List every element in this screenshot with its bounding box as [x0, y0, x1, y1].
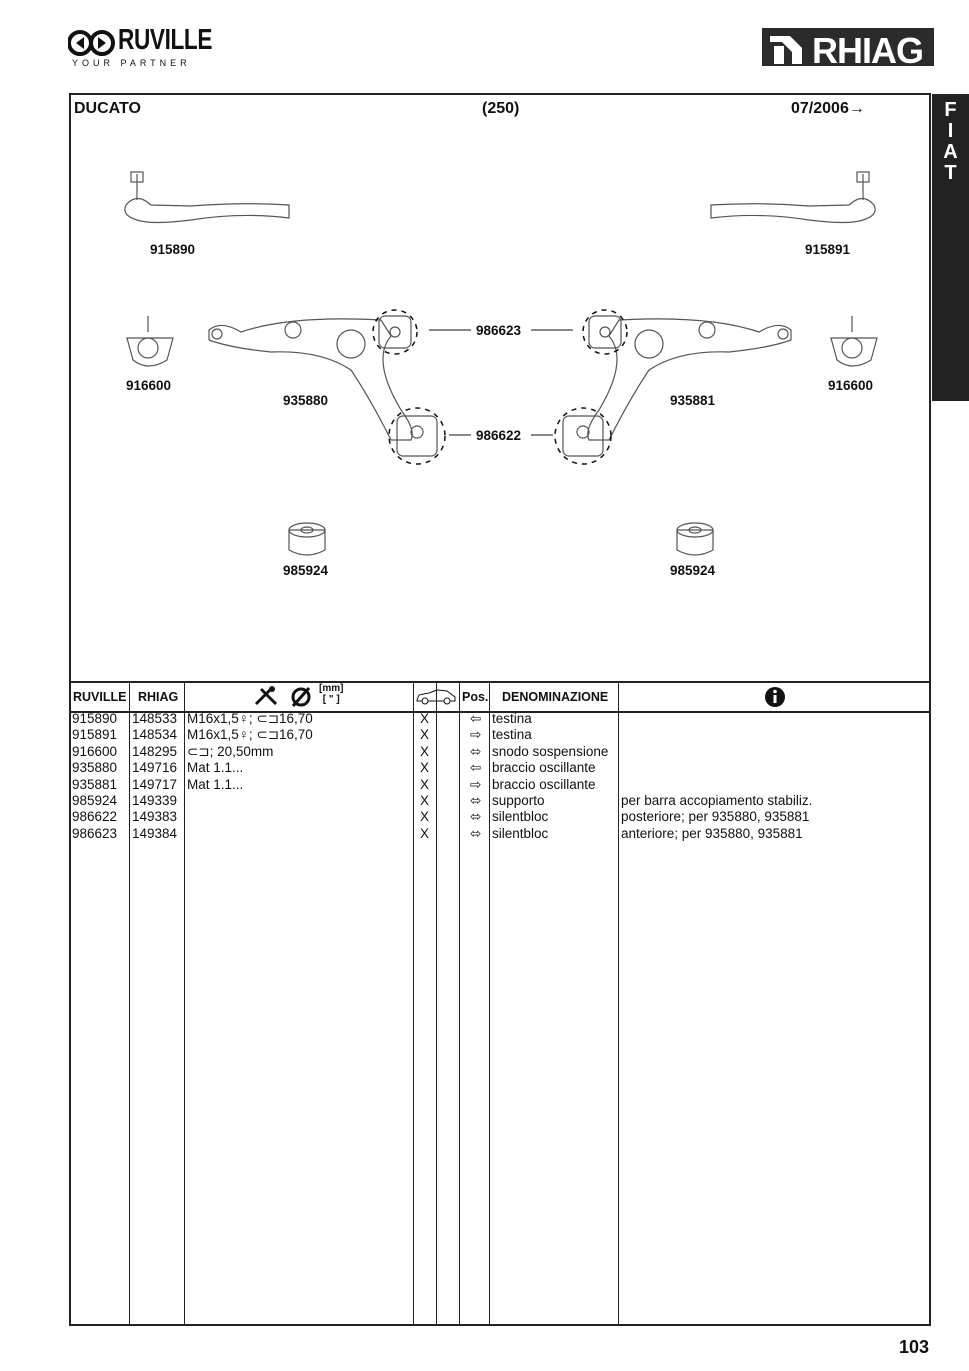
cell-rhiag: 148534	[132, 727, 178, 743]
rhiag-emblem-icon	[764, 28, 808, 66]
cell-rhiag: 149339	[132, 793, 178, 808]
header-units-inch: [ " ]	[322, 694, 340, 705]
cell-ruville: 935881	[72, 776, 118, 792]
cell-application: X	[420, 793, 430, 808]
cell-info: anteriore; per 935880, 935881	[621, 825, 803, 841]
side-tab-letter: F	[944, 99, 957, 121]
cell-rhiag: 149717	[132, 776, 178, 792]
header-pos: Pos.	[462, 690, 489, 704]
page-number: 103	[898, 1337, 929, 1357]
header-ruville: RUVILLE	[73, 690, 127, 704]
support-right-drawing	[677, 523, 713, 555]
cell-pos: ⬄	[470, 743, 482, 759]
cell-denominazione: braccio oscillante	[492, 760, 596, 776]
column-divider	[413, 681, 414, 1326]
cell-info: per barra accopiamento stabiliz.	[621, 793, 813, 808]
cell-denominazione: silentbloc	[492, 809, 549, 825]
diameter-icon	[289, 686, 313, 708]
info-icon	[764, 686, 786, 708]
cell-spec: Mat 1.1...	[187, 776, 244, 792]
cell-rhiag: 149716	[132, 760, 178, 776]
ruville-tagline: YOUR PARTNER	[72, 58, 191, 68]
label-985924-left: 985924	[283, 563, 329, 578]
parts-diagram	[71, 120, 929, 680]
header-rhiag: RHIAG	[138, 690, 179, 704]
cell-spec: Mat 1.1...	[187, 760, 244, 776]
cell-rhiag: 149384	[132, 825, 178, 841]
control-arm-right-drawing	[588, 319, 791, 440]
cell-ruville: 916600	[72, 743, 118, 759]
ball-joint-left-drawing	[127, 316, 173, 366]
vehicle-code: (250)	[482, 100, 520, 117]
cell-denominazione: silentbloc	[492, 825, 549, 841]
column-divider	[184, 681, 185, 1326]
vehicle-date: 07/2006→	[791, 100, 865, 117]
cell-pos: ⇨	[470, 727, 482, 743]
label-985924-right: 985924	[670, 563, 716, 578]
cell-denominazione: snodo sospensione	[492, 743, 609, 759]
tools-icon	[253, 686, 279, 708]
ball-joint-right-drawing	[831, 316, 877, 366]
side-tab-letter: T	[944, 162, 957, 184]
cell-rhiag: 148295	[132, 743, 178, 759]
cell-denominazione: braccio oscillante	[492, 776, 596, 792]
label-986623: 986623	[476, 323, 522, 338]
column-divider	[459, 681, 460, 1326]
cell-spec: ⊂⊐; 20,50mm	[187, 743, 274, 759]
label-915890: 915890	[150, 242, 196, 257]
ruville-logo	[68, 24, 213, 70]
cell-application: X	[420, 743, 430, 759]
cell-denominazione: supporto	[492, 793, 545, 808]
label-935881: 935881	[670, 393, 716, 408]
rhiag-logo	[762, 28, 934, 71]
column-divider	[618, 681, 619, 1326]
table-header	[70, 681, 931, 713]
rhiag-name: RHIAG	[812, 30, 923, 71]
cell-ruville: 986622	[72, 809, 118, 825]
cell-ruville: 915891	[72, 727, 118, 743]
bush-front-right-drawing	[583, 310, 627, 354]
vehicle-model: DUCATO	[74, 100, 141, 117]
cell-application: X	[420, 760, 430, 776]
label-916600-right: 916600	[828, 378, 874, 393]
column-divider	[129, 681, 130, 1326]
label-915891: 915891	[805, 242, 851, 257]
bush-rear-left-drawing	[389, 408, 445, 464]
tie-rod-right-drawing	[711, 172, 875, 223]
cell-pos: ⇦	[470, 760, 482, 776]
header-denominazione: DENOMINAZIONE	[502, 690, 609, 704]
cell-pos: ⬄	[470, 825, 482, 841]
suspension-drawing	[71, 120, 929, 680]
cell-pos: ⬄	[470, 793, 482, 808]
label-935880: 935880	[283, 393, 329, 408]
cell-pos: ⇨	[470, 776, 482, 792]
cell-spec: M16x1,5♀; ⊂⊐16,70	[187, 727, 313, 743]
brand-side-tab	[932, 94, 969, 401]
column-divider	[436, 681, 437, 1326]
control-arm-left-drawing	[209, 319, 412, 440]
label-986622: 986622	[476, 428, 522, 443]
cell-application: X	[420, 776, 430, 792]
cell-application: X	[420, 727, 430, 743]
column-divider	[489, 681, 490, 1326]
side-tab-letter: I	[947, 120, 954, 142]
cell-ruville: 915890	[72, 711, 118, 726]
cell-pos: ⬄	[470, 809, 482, 825]
side-tab-letter: A	[943, 141, 958, 163]
header-units-mm: [mm]	[319, 683, 344, 694]
cell-rhiag: 149383	[132, 809, 178, 825]
ruville-emblem-icon	[68, 26, 116, 60]
cell-application: X	[420, 809, 430, 825]
bush-rear-right-drawing	[555, 408, 611, 464]
ruville-name: RUVILLE	[118, 24, 213, 56]
cell-info: posteriore; per 935880, 935881	[621, 809, 810, 825]
cell-ruville: 935880	[72, 760, 118, 776]
cell-denominazione: testina	[492, 711, 532, 726]
cell-rhiag: 148533	[132, 711, 178, 726]
cell-pos: ⇦	[470, 711, 482, 726]
cell-ruville: 986623	[72, 825, 118, 841]
label-916600-left: 916600	[126, 378, 172, 393]
cell-spec: M16x1,5♀; ⊂⊐16,70	[187, 711, 313, 726]
support-left-drawing	[289, 523, 325, 555]
cell-application: X	[420, 711, 430, 726]
cell-application: X	[420, 825, 430, 841]
bush-front-left-drawing	[373, 310, 417, 354]
cell-ruville: 985924	[72, 793, 118, 808]
cell-denominazione: testina	[492, 727, 532, 743]
tie-rod-left-drawing	[125, 172, 289, 223]
